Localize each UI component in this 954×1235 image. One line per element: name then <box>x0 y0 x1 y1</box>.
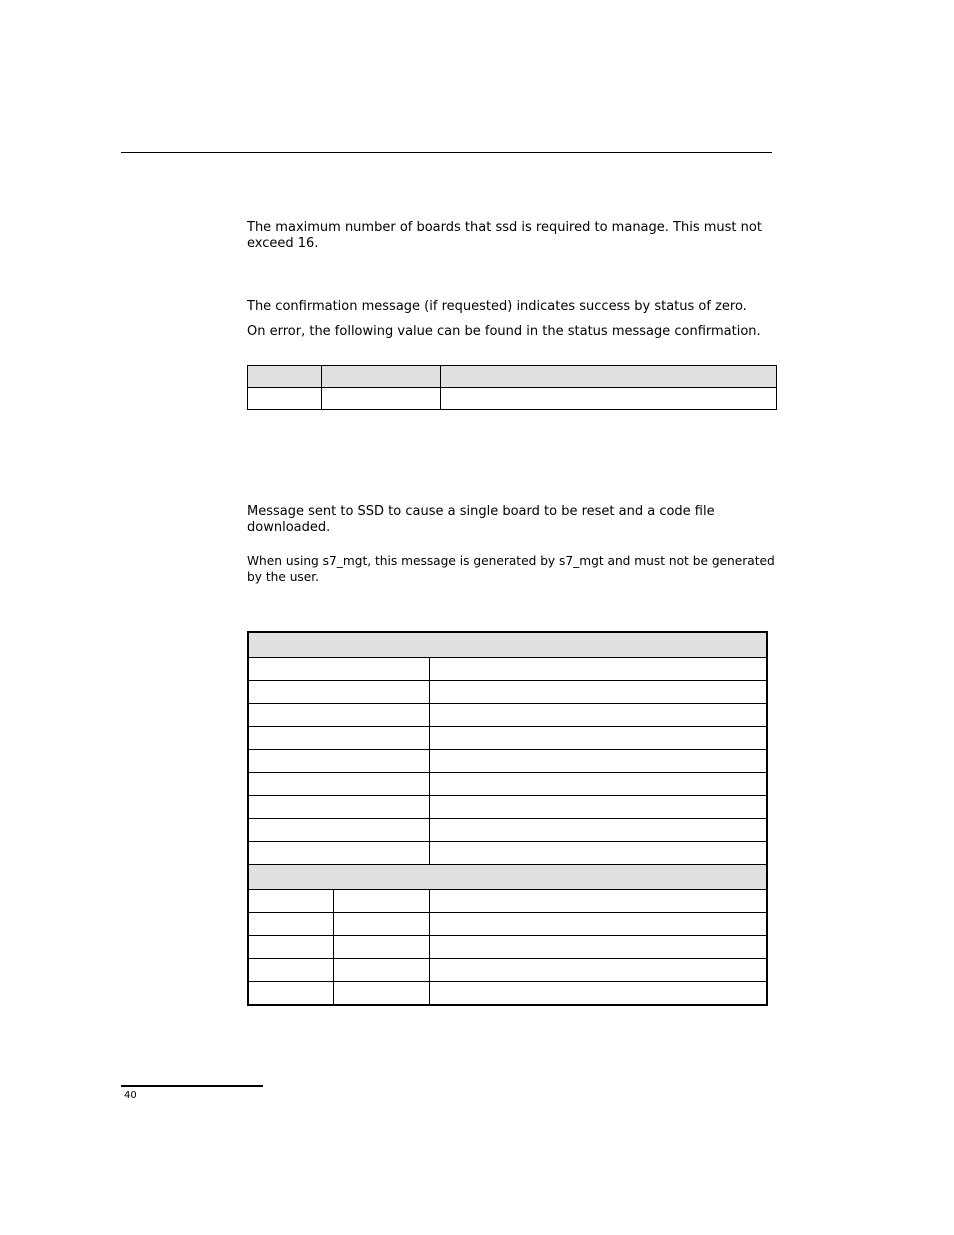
max-boards-description: The maximum number of boards that ssd is required to manage. This must not exceed 16. <box>247 220 762 251</box>
table-cell <box>429 842 767 865</box>
table-cell <box>429 796 767 819</box>
table-cell <box>333 936 429 959</box>
table-cell <box>429 704 767 727</box>
table-cell <box>248 865 767 890</box>
page-number: 40 <box>124 1090 137 1101</box>
message-description: Message sent to SSD to cause a single board to be reset and a code file downloaded. <box>247 504 715 535</box>
table-header-row <box>248 366 777 388</box>
table-row <box>248 388 777 410</box>
table-cell <box>429 681 767 704</box>
table-cell <box>333 890 429 913</box>
table-section-header <box>248 632 767 658</box>
error-intro: On error, the following value can be found in the status message confirmation. <box>247 324 761 339</box>
table-cell <box>333 913 429 936</box>
table-cell <box>248 936 333 959</box>
table-cell <box>248 796 429 819</box>
header-rule <box>121 152 772 153</box>
table-row <box>248 982 767 1006</box>
table-cell <box>248 388 322 410</box>
table-cell <box>322 366 441 388</box>
table-section-header <box>248 865 767 890</box>
table-cell <box>429 727 767 750</box>
confirmation-text: The confirmation message (if requested) indicates success by status of zero. <box>247 299 747 314</box>
table-cell <box>248 681 429 704</box>
table-cell <box>248 773 429 796</box>
table-cell <box>248 704 429 727</box>
table-row <box>248 959 767 982</box>
table-cell <box>429 819 767 842</box>
table-row <box>248 681 767 704</box>
table-cell <box>429 959 767 982</box>
table-row <box>248 913 767 936</box>
table-cell <box>429 913 767 936</box>
table-cell <box>248 913 333 936</box>
table-row <box>248 750 767 773</box>
table-cell <box>248 959 333 982</box>
table-cell <box>248 819 429 842</box>
error-status-table <box>247 365 777 410</box>
table-cell <box>248 750 429 773</box>
table-row <box>248 658 767 681</box>
table-cell <box>248 658 429 681</box>
table-cell <box>429 750 767 773</box>
table-row <box>248 890 767 913</box>
table-row <box>248 773 767 796</box>
table-cell <box>333 982 429 1006</box>
table-cell <box>248 982 333 1006</box>
table-cell <box>333 959 429 982</box>
table-row <box>248 727 767 750</box>
table-cell <box>429 773 767 796</box>
table-cell <box>429 936 767 959</box>
table-cell <box>429 890 767 913</box>
table-row <box>248 936 767 959</box>
table-cell <box>248 727 429 750</box>
table-cell <box>248 366 322 388</box>
table-row <box>248 819 767 842</box>
table-cell <box>248 632 767 658</box>
message-format-table <box>247 631 768 1006</box>
table-cell <box>248 842 429 865</box>
table-row <box>248 842 767 865</box>
table-cell <box>429 658 767 681</box>
table-cell <box>248 890 333 913</box>
table-row <box>248 796 767 819</box>
table-cell <box>322 388 441 410</box>
usage-note: When using s7_mgt, this message is generated by s7_mgt and must not be generated by the user. <box>247 554 775 584</box>
footer-rule <box>121 1085 263 1087</box>
table-cell <box>429 982 767 1006</box>
table-row <box>248 704 767 727</box>
table-cell <box>441 366 777 388</box>
table-cell <box>441 388 777 410</box>
